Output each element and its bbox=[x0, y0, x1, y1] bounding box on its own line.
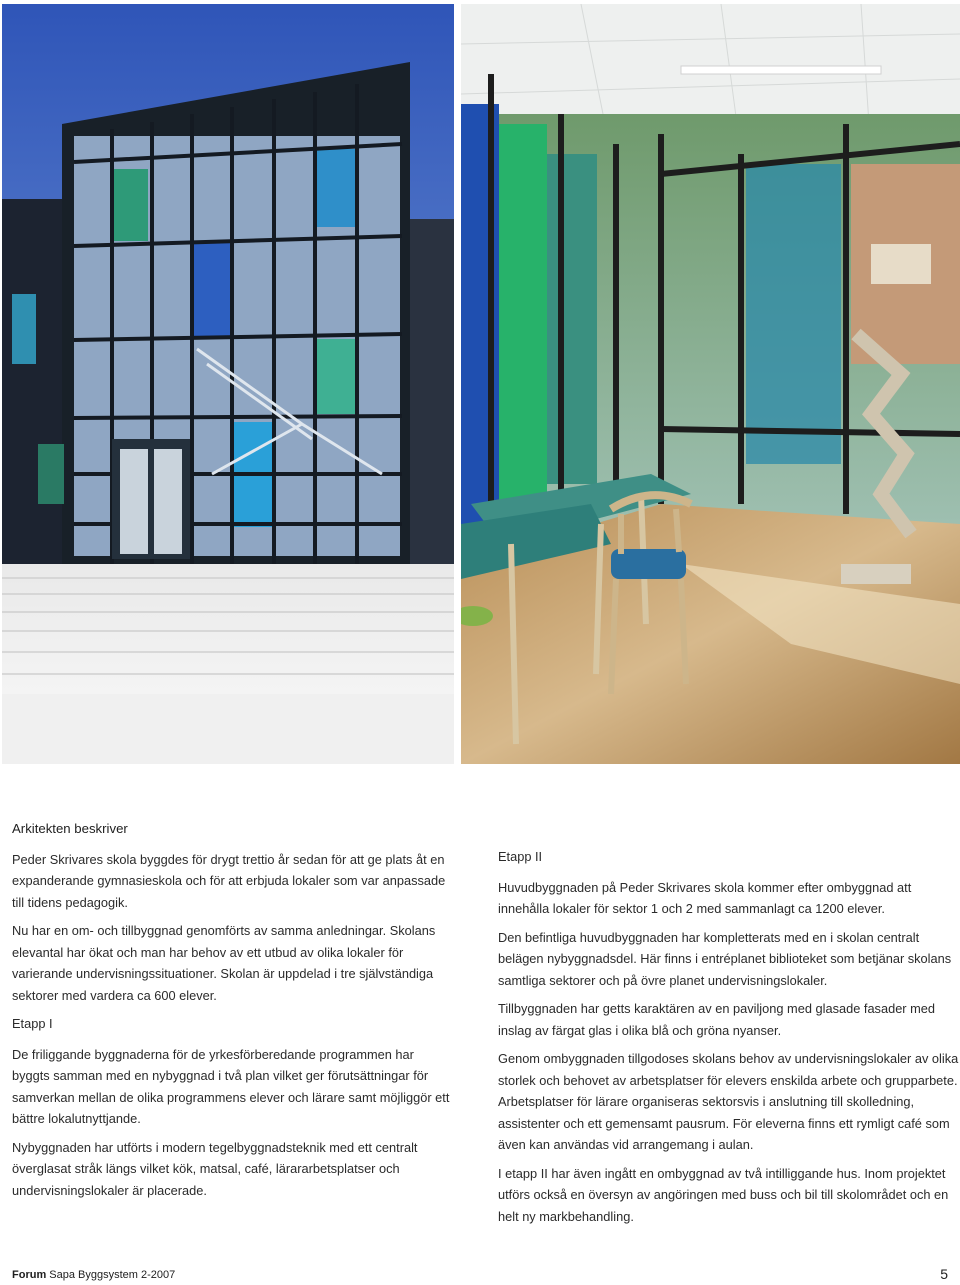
photo-library-interior bbox=[461, 4, 960, 764]
facade-illustration bbox=[2, 4, 454, 764]
page-number: 5 bbox=[940, 1266, 948, 1282]
paragraph-etapp-1-a: De friliggande byggnaderna för de yrkesförberedande programmen har byggts samman med en nybyggnad i två plan vilket ger förutsättningar för samverkan mellan de olika programmens elever och lärare samt möjliggör ett bättre lokalutnyttjande. bbox=[12, 1046, 450, 1126]
paragraph-etapp-2-b: Den befintliga huvudbyggnaden har kompletterats med en i skolan centralt belägen nybyggnadsdel. Här finns i entréplanet biblioteket som betjänar skolans samtliga sektorer och på övre planet undervisningslokaler. bbox=[498, 929, 952, 988]
paragraph-etapp-2-a: Huvudbyggnaden på Peder Skrivares skola kommer efter ombyggnad att innehålla lokaler för sektor 1 och 2 med sammanlagt ca 1200 elever. bbox=[498, 879, 912, 916]
footer-publication bbox=[12, 1269, 175, 1281]
right-text-column bbox=[498, 846, 960, 1234]
paragraph-renovation: Nu har en om- och tillbyggnad genomförts av samma anledningar. Skolans elevantal har ökat och man har behov av ett utbud av olika lokaler för varierande undervisningssituationer. Skolan är uppdelad i tre självständiga sektorer med vardera ca 600 elever. bbox=[12, 923, 436, 1003]
left-text-column bbox=[12, 818, 452, 1208]
subheading-etapp-1: Etapp I bbox=[12, 1016, 53, 1031]
subheading-etapp-2: Etapp II bbox=[498, 849, 543, 864]
section-heading: Arkitekten beskriver bbox=[12, 821, 128, 836]
paragraph-etapp-2-d: Genom ombyggnaden tillgodoses skolans behov av undervisningslokaler av olika storlek och behovet av arbetsplatser för elevers enskilda arbete och grupparbete. Arbetsplatser för lärare organiseras sektorsvis i anslutning till skolledning, assistenter och ett gemensamt pausrum. För eleverna finns ett rymligt café som även kan användas vid arrangemang i aulan. bbox=[498, 1051, 959, 1152]
footer-publication-name: Sapa Byggsystem 2-2007 bbox=[46, 1269, 176, 1281]
interior-illustration bbox=[461, 4, 960, 764]
footer-brand: Forum bbox=[12, 1269, 47, 1281]
paragraph-intro: Peder Skrivares skola byggdes för drygt trettio år sedan för att ge plats åt en expanderande gymnasieskola och för att erbjuda lokaler som var anpassade till tidens pedagogik. bbox=[12, 851, 446, 910]
paragraph-etapp-2-e: I etapp II har även ingått en ombyggnad av två intilliggande hus. Inom projektet utförs också en översyn av angöringen med buss och bil till skolområdet och en helt ny markbehandling. bbox=[498, 1165, 949, 1224]
paragraph-etapp-1-b: Nybyggnaden har utförts i modern tegelbyggnadsteknik med ett centralt överglasat stråk längs vilket kök, matsal, café, lärararbetsplatser och undervisningslokaler är placerade. bbox=[12, 1139, 418, 1198]
photo-glass-facade bbox=[2, 4, 454, 764]
paragraph-etapp-2-c: Tillbyggnaden har getts karaktären av en paviljong med glasade fasader med inslag av färgat glas i olika blå och gröna nyanser. bbox=[498, 1001, 936, 1038]
